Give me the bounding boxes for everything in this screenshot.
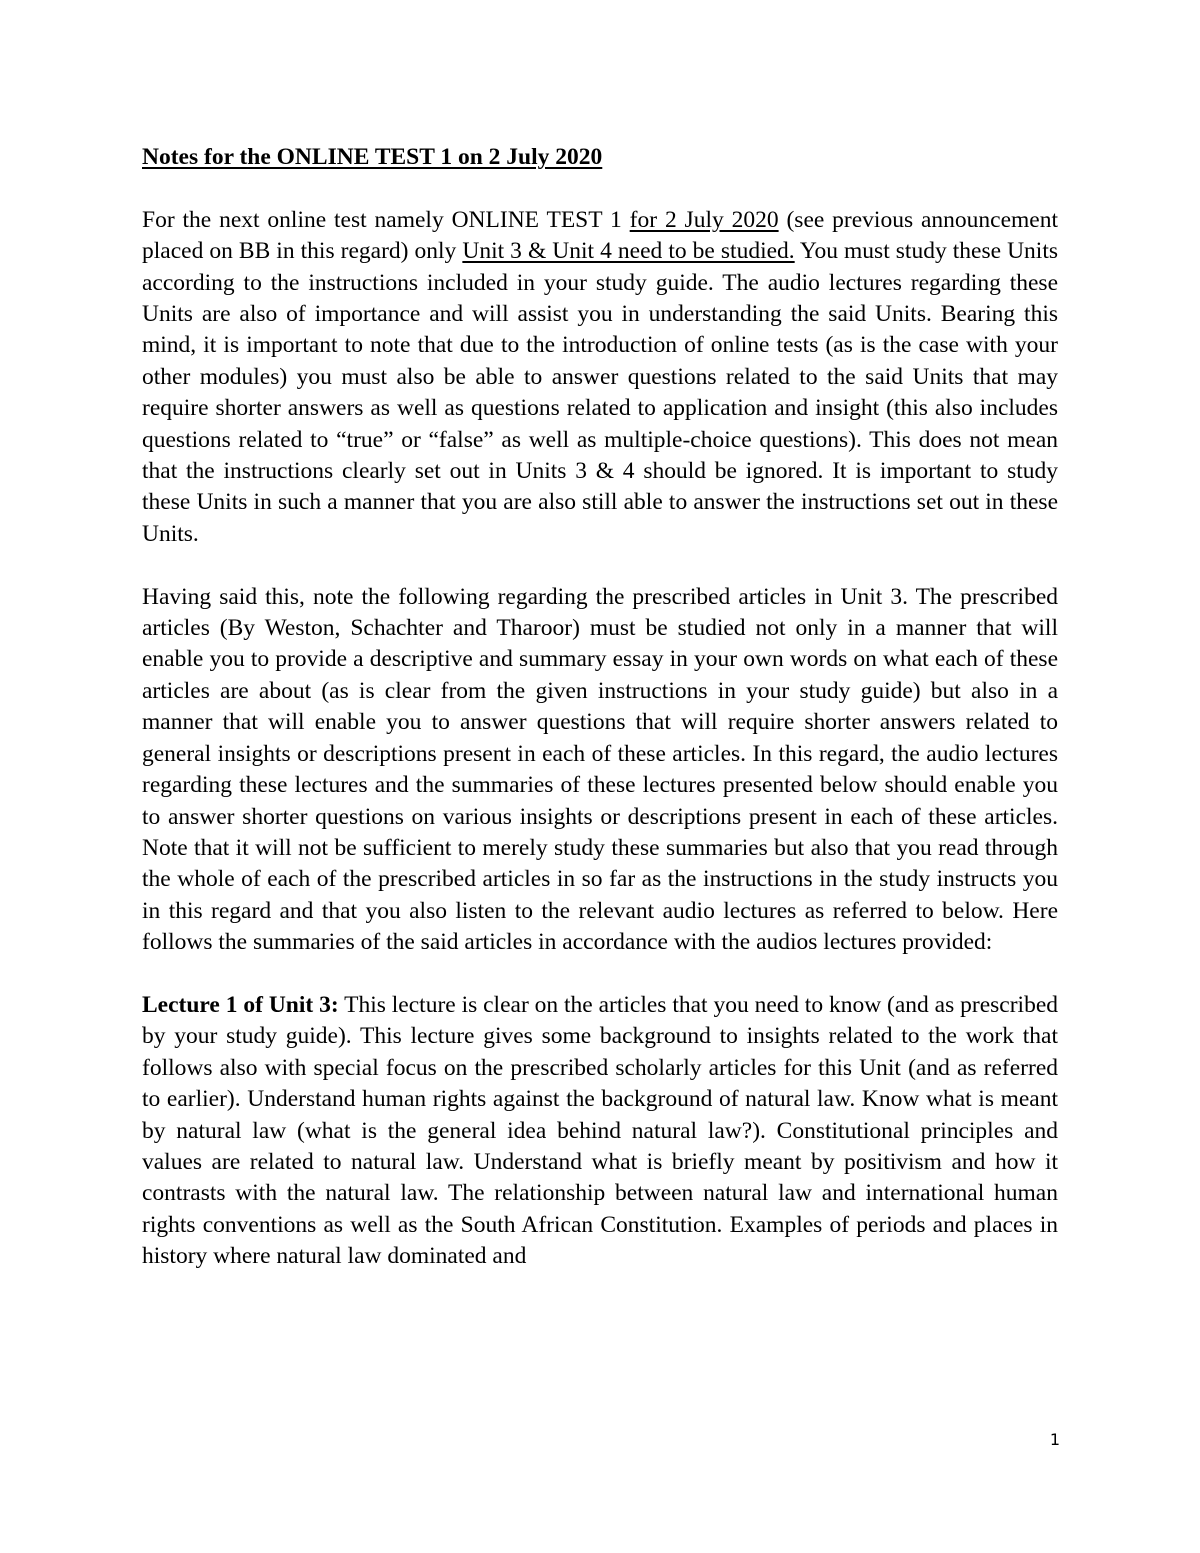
paragraph-middle-text: (see previous announcement placed on BB in this regard) only xyxy=(142,206,1059,265)
test-date-underlined: for 2 July 2020 xyxy=(629,206,779,233)
page-number: 1 xyxy=(1049,1430,1060,1449)
document-title: Notes for the ONLINE TEST 1 on 2 July 2020 xyxy=(142,144,603,170)
paragraph-online-test xyxy=(142,205,1058,550)
paragraph-lecture-1 xyxy=(142,990,1058,1273)
lecture-1-body: This lecture is clear on the articles that you need to know (and as prescribed by your study guide). This lecture gives some background to insights related to the work that follows also with special focus on the prescribed scholarly articles for this Unit (and as referred to earlier). Understand human rights against the background of natural law. Know what is meant by natural law (what is the general idea behind natural law?). Constitutional principles and values are related to natural law. Understand what is briefly meant by positivism and how it contrasts with the natural law. The relationship between natural law and international human rights conventions as well as the South African Constitution. Examples of periods and places in history where natural law dominated and xyxy=(142,991,1059,1270)
document-body xyxy=(142,142,1058,1304)
paragraph-prescribed-articles: Having said this, note the following regarding the prescribed articles in Unit 3. The prescribed articles (By Weston, Schachter and Tharoor) must be studied not only in a manner that will enable you to provide a descriptive and summary essay in your own words on what each of these articles are about (as is clear from the given instructions in your study guide) but also in a manner that will enable you to answer questions that will require shorter answers related to general insights or descriptions present in each of these articles. In this regard, the audio lectures regarding these lectures and the summaries of these lectures presented below should enable you to answer shorter questions on various insights or descriptions present in each of these articles. Note that it will not be sufficient to merely study these summaries but also that you read through the whole of each of the prescribed articles in so far as the instructions in the study instructs you in this regard and that you also listen to the relevant audio lectures as referred to below. Here follows the summaries of the said articles in accordance with the audios lectures provided: xyxy=(142,583,1058,956)
lecture-1-heading: Lecture 1 of Unit 3: xyxy=(142,991,339,1018)
units-to-study-underlined: Unit 3 & Unit 4 need to be studied. xyxy=(462,238,795,265)
paragraph-intro-text: For the next online test namely ONLINE TEST 1 xyxy=(142,206,630,233)
paragraph-rest-text: You must study these Units according to the instructions included in your study guide. The audio lectures regarding these Units are also of importance and will assist you in understanding the said Units. Bearing this mind, it is important to note that due to the introduction of online tests (as is the case with your other modules) you must also be able to answer questions related to the said Units that may require shorter answers as well as questions related to application and insight (this also includes questions related to “true” or “false” as well as multiple-choice questions). This does not mean that the instructions clearly set out in Units 3 & 4 should be ignored. It is important to study these Units in such a manner that you are also still able to answer the instructions set out in these Units. xyxy=(142,238,1058,547)
